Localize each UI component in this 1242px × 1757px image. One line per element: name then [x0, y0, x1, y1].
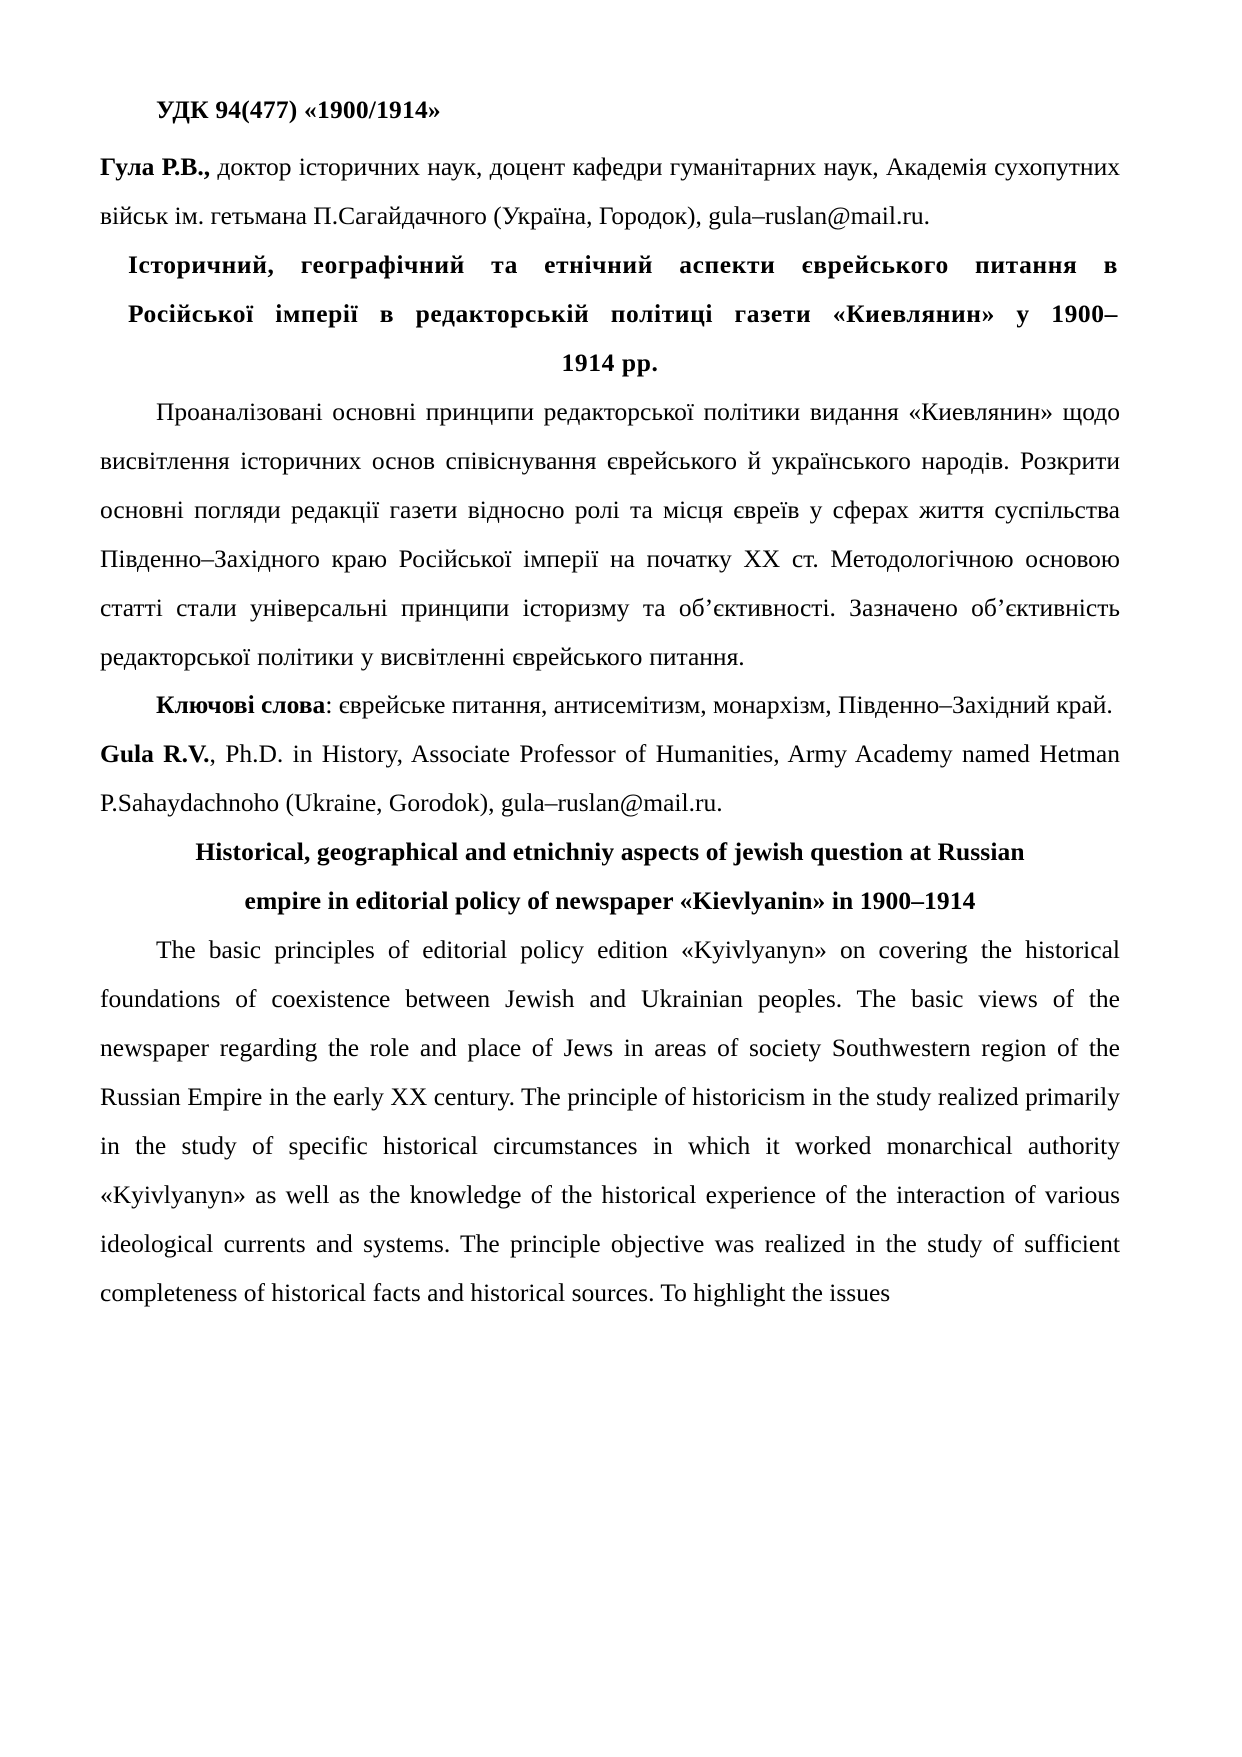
english-title-line-2: empire in editorial policy of newspaper «Kievlyanin» in 1900–1914 [244, 886, 976, 916]
udk-code: УДК 94(477) «1900/1914» [156, 95, 441, 124]
ukrainian-keywords [100, 681, 1120, 730]
ukrainian-abstract: Проаналізовані основні принципи редакторської політики видання «Киевлянин» щодо висвітлення історичних основ співіснування єврейського й українського народів. Розкрити основні погляди редакції газети відносно ролі та місця євреїв у сферах життя суспільства Південно–Західного краю Російської імперії на початку XX ст. Методологічною основою статті стали універсальні принципи історизму та об’єктивності. Зазначено об’єктивність редакторської політики у висвітленні єврейського питання. [100, 396, 1120, 671]
english-author-name: Gula R.V. [100, 739, 210, 769]
ukrainian-title-line-2: Російської імперії в редакторській політиці газети «Киевлянин» у 1900– [128, 298, 1118, 328]
keywords-list: єврейське питання, антисемітизм, монархізм, Південно–Західний край. [338, 690, 1113, 720]
ukrainian-author-affiliation: доктор історичних наук, доцент кафедри гуманітарних наук, Академія сухопутних військ ім. гетьмана П.Сагайдачного (Україна, Городок), gula–ruslan@mail.ru. [100, 151, 1120, 230]
ukrainian-author-name: Гула Р.В., [100, 151, 211, 181]
english-author-affiliation: , Ph.D. in History, Associate Professor of Humanities, Army Academy named Hetman P.Sahaydachnoho (Ukraine, Gorodok), gula–ruslan@mail.ru. [100, 739, 1120, 818]
ukrainian-title [100, 241, 1120, 388]
english-abstract: The basic principles of editorial policy edition «Kyivlyanyn» on covering the historical foundations of coexistence between Jewish and Ukrainian peoples. The basic views of the newspaper regarding the role and place of Jews in areas of society Southwestern region of the Russian Empire in the early XX century. The principle of historicism in the study realized primarily in the study of specific historical circumstances in which it worked monarchical authority «Kyivlyanyn» as well as the knowledge of the historical experience of the interaction of various ideological currents and systems. The principle objective was realized in the study of sufficient completeness of historical facts and historical sources. To highlight the issues [100, 935, 1120, 1307]
keywords-label: Ключові слова [156, 690, 326, 720]
english-title [100, 828, 1120, 926]
ukrainian-author-line [100, 143, 1120, 241]
english-title-line-1: Historical, geographical and etnichniy aspects of jewish question at Russian [195, 837, 1025, 867]
ukrainian-title-line-3: 1914 рр. [561, 347, 659, 377]
english-author-line [100, 730, 1120, 828]
keywords-separator: : [325, 690, 339, 720]
document-body [100, 92, 1120, 1318]
ukrainian-title-line-1: Історичний, географічний та етнічний аспекти єврейського питання в [128, 249, 1118, 279]
